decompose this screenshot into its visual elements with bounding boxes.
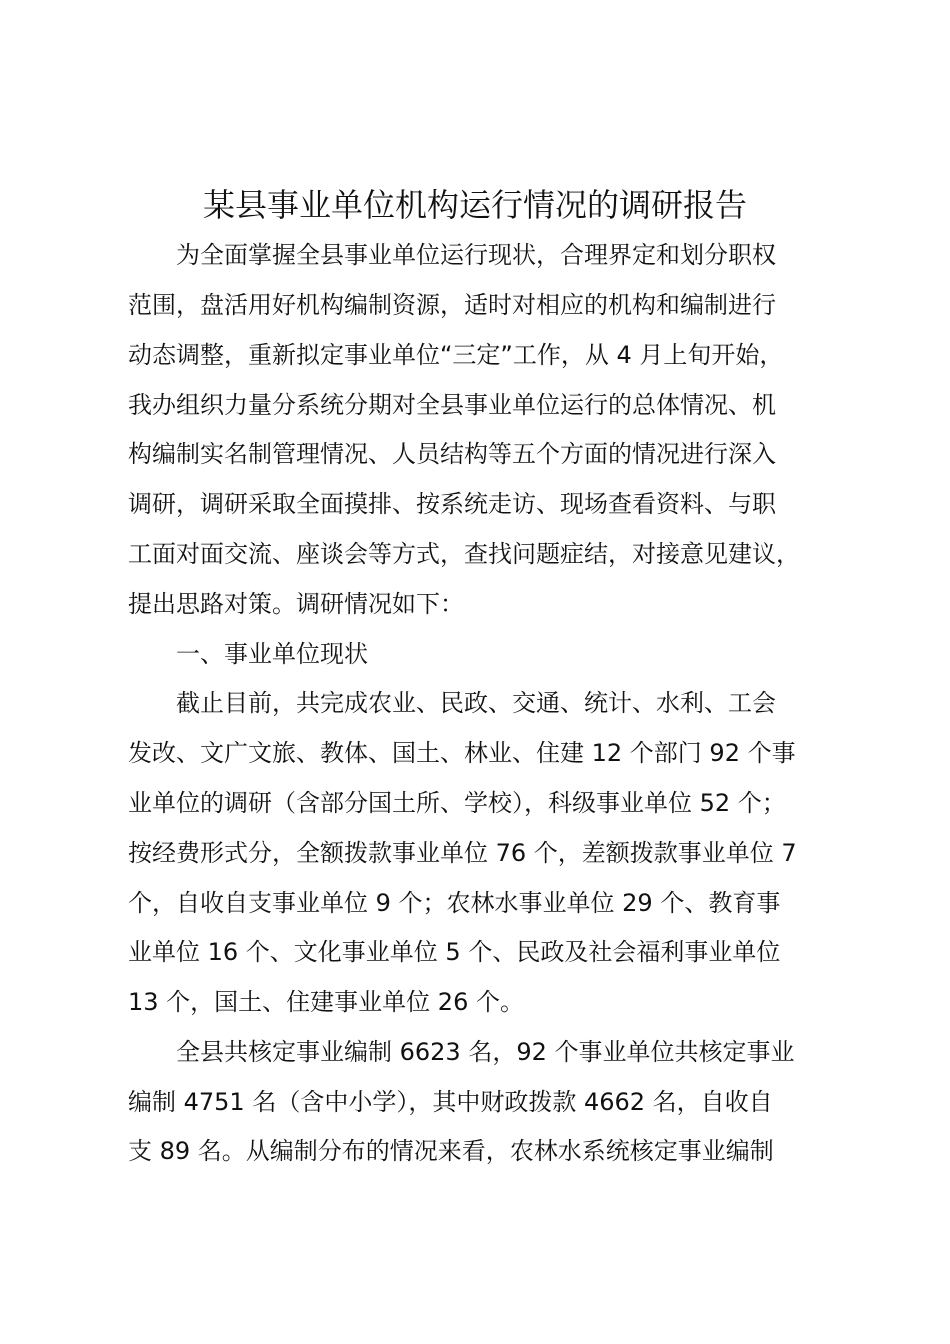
paragraph-line: 支 89 名。从编制分布的情况来看，农林水系统核定事业编制 — [128, 1137, 774, 1165]
paragraph-line: 范围，盘活用好机构编制资源，适时对相应的机构和编制进行 — [128, 291, 776, 319]
section-heading: 一、事业单位现状 — [176, 640, 368, 668]
document-title: 某县事业单位机构运行情况的调研报告 — [202, 186, 747, 224]
paragraph-line: 全县共核定事业编制 6623 名，92 个事业单位共核定事业 — [176, 1038, 795, 1066]
paragraph-line: 截止目前，共完成农业、民政、交通、统计、水利、工会 — [176, 689, 776, 717]
paragraph-line: 动态调整，重新拟定事业单位“三定”工作，从 4 月上旬开始， — [128, 341, 784, 369]
paragraph-line: 调研，调研采取全面摸排、按系统走访、现场查看资料、与职 — [128, 490, 776, 518]
paragraph-line: 编制 4751 名（含中小学），其中财政拨款 4662 名，自收自 — [128, 1088, 773, 1116]
paragraph-line: 提出思路对策。调研情况如下： — [128, 590, 464, 618]
paragraph-line: 业单位的调研（含部分国土所、学校），科级事业单位 52 个； — [128, 789, 786, 817]
paragraph-line: 业单位 16 个、文化事业单位 5 个、民政及社会福利事业单位 — [128, 938, 781, 966]
paragraph-line: 13 个，国土、住建事业单位 26 个。 — [128, 988, 524, 1016]
paragraph-line: 工面对面交流、座谈会等方式，查找问题症结，对接意见建议， — [128, 540, 800, 568]
paragraph-line: 个，自收自支事业单位 9 个；农林水事业单位 29 个、教育事 — [128, 889, 781, 917]
paragraph-line: 按经费形式分，全额拨款事业单位 76 个，差额拨款事业单位 7 — [128, 839, 797, 867]
paragraph-line: 构编制实名制管理情况、人员结构等五个方面的情况进行深入 — [128, 440, 776, 468]
paragraph-line: 我办组织力量分系统分期对全县事业单位运行的总体情况、机 — [128, 391, 776, 419]
paragraph-line: 为全面掌握全县事业单位运行现状，合理界定和划分职权 — [176, 241, 776, 269]
paragraph-line: 发改、文广文旅、教体、国土、林业、住建 12 个部门 92 个事 — [128, 739, 796, 767]
